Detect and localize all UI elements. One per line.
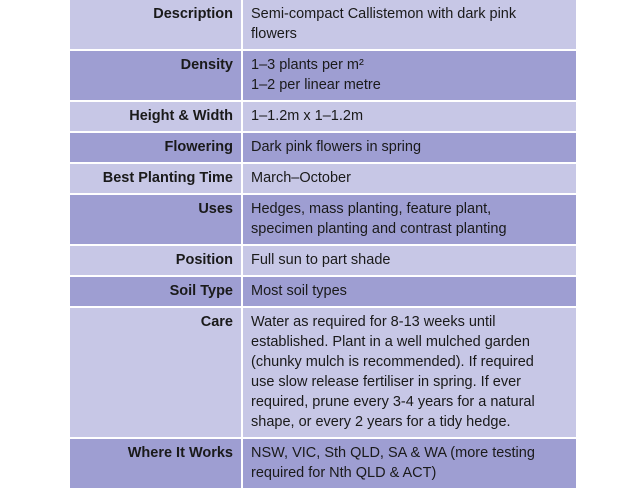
row-label: Flowering <box>70 132 242 163</box>
row-value: Semi-compact Callistemon with dark pink flowers <box>242 0 576 50</box>
row-label: Position <box>70 245 242 276</box>
plant-info-table <box>70 0 576 490</box>
row-label: Description <box>70 0 242 50</box>
row-label: Soil Type <box>70 276 242 307</box>
row-soil-type <box>70 276 576 307</box>
row-flowering <box>70 132 576 163</box>
row-value: 1–3 plants per m² 1–2 per linear metre <box>242 50 576 101</box>
row-best-planting-time <box>70 163 576 194</box>
row-value: Dark pink flowers in spring <box>242 132 576 163</box>
row-density <box>70 50 576 101</box>
row-uses <box>70 194 576 245</box>
row-label: Uses <box>70 194 242 245</box>
row-care <box>70 307 576 438</box>
row-position <box>70 245 576 276</box>
row-value: Full sun to part shade <box>242 245 576 276</box>
row-label: Density <box>70 50 242 101</box>
row-value: March–October <box>242 163 576 194</box>
row-description <box>70 0 576 50</box>
row-label: Height & Width <box>70 101 242 132</box>
row-label: Care <box>70 307 242 438</box>
row-value: Water as required for 8-13 weeks until established. Plant in a well mulched garden (chunky mulch is recommended). If required use slow release fertiliser in spring. If ever required, prune every 3-4 years for a natural shape, or every 2 years for a tidy hedge. <box>242 307 576 438</box>
row-value: NSW, VIC, Sth QLD, SA & WA (more testing required for Nth QLD & ACT) <box>242 438 576 489</box>
row-value: Hedges, mass planting, feature plant, specimen planting and contrast planting <box>242 194 576 245</box>
row-value: 1–1.2m x 1–1.2m <box>242 101 576 132</box>
row-height-width <box>70 101 576 132</box>
row-label: Best Planting Time <box>70 163 242 194</box>
plant-info-sheet <box>70 0 576 490</box>
row-label: Where It Works <box>70 438 242 489</box>
row-value: Most soil types <box>242 276 576 307</box>
row-where-it-works <box>70 438 576 489</box>
